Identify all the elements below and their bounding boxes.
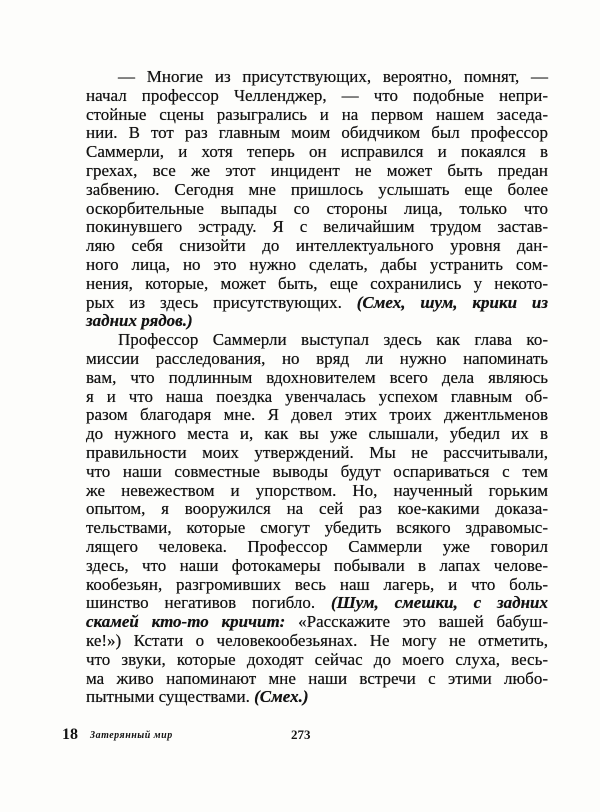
text-segment: стойные сцены разыгрались и на первом нашем заседа- (86, 104, 548, 124)
text-line (86, 106, 548, 125)
text-segment: покинувшего эстраду. Я с величайшим трудом застав- (86, 217, 548, 237)
text-line (86, 331, 548, 350)
text-segment: шинство негативов погибло. (86, 593, 331, 613)
text-line (86, 369, 548, 388)
text-segment: нии. В тот раз главным моим обидчиком был профессор (86, 123, 548, 143)
text-line (86, 519, 548, 538)
text-line (86, 388, 548, 407)
text-line (86, 68, 548, 87)
text-segment: разом благодаря мне. Я довел этих троих джентльменов (86, 405, 548, 425)
page-footer (62, 726, 362, 746)
text-line (86, 275, 548, 294)
stage-direction-text: (Шум, смешки, с задних (330, 593, 548, 613)
text-line (86, 557, 548, 576)
text-segment: тельствами, которые смогут убедить всякого здравомыс- (86, 518, 548, 538)
text-line (86, 425, 548, 444)
text-segment: пытными существами. (86, 687, 255, 707)
text-segment: Саммерли, и хотя теперь он исправился и покаялся в (86, 142, 548, 162)
text-line (86, 632, 548, 651)
text-line (86, 256, 548, 275)
text-line (86, 576, 548, 595)
page-number: 273 (291, 727, 311, 742)
stage-direction-text: (Смех.) (254, 687, 309, 707)
text-segment: что звуки, которые доходят сейчас до моего слуха, весь- (86, 649, 548, 669)
body-text (86, 68, 548, 707)
text-segment: ма живо напоминают мне наши встречи с этими любо- (86, 668, 548, 688)
text-line (86, 482, 548, 501)
text-segment: я и что наша поездка увенчалась успехом главным об- (86, 386, 548, 406)
text-segment: же невежеством и упорством. Но, наученный горьким (86, 480, 548, 500)
text-line (86, 350, 548, 369)
text-segment: что наши совместные выводы будут оспариваться с тем (86, 461, 548, 481)
text-line (86, 500, 548, 519)
stage-direction-text: задних рядов.) (86, 311, 193, 331)
text-segment: опытом, я вооружился на сей раз кое-какими доказа- (86, 499, 548, 519)
text-line (86, 181, 548, 200)
text-segment: ляю себя снизойти до интеллектуального уровня дан- (86, 236, 548, 256)
text-segment: ке!») Кстати о человекообезьянах. Не могу не отметить, (86, 630, 548, 650)
text-line (86, 87, 548, 106)
text-segment: кообезьян, разгромивших весь наш лагерь, и что боль- (86, 574, 548, 594)
text-segment: лящего человека. Профессор Саммерли уже говорил (86, 536, 548, 556)
text-segment: «Расскажите это вашей бабуш- (285, 612, 548, 632)
stage-direction-text: (Смех, шум, крики из (356, 292, 549, 312)
text-line (86, 688, 548, 707)
text-segment: здесь, что наши фотокамеры побывали в лапах челове- (86, 555, 548, 575)
text-line (86, 143, 548, 162)
text-segment: забвению. Сегодня мне пришлось услышать еще более (86, 179, 548, 199)
text-line (86, 613, 548, 632)
text-segment: ного лица, но это нужно сделать, дабы устранить сом- (86, 254, 548, 274)
text-segment: оскорбительные выпады со стороны лица, только что (86, 198, 548, 218)
text-segment: правильности моих утверждений. Мы не рассчитывали, (86, 442, 548, 462)
text-line (86, 594, 548, 613)
stage-direction-text: скамей кто-то кричит: (86, 612, 286, 632)
footer-book-title: Затерянный мир (90, 730, 173, 741)
text-line (86, 124, 548, 143)
text-line (86, 406, 548, 425)
signature-mark: 18 (62, 726, 78, 743)
text-line (86, 651, 548, 670)
text-segment: вам, что подлинным вдохновителем всего дела являюсь (86, 367, 548, 387)
text-segment: до нужного места и, как вы уже слышали, убедил их в (86, 424, 548, 444)
text-segment: нения, которые, может быть, еще сохранились у некото- (86, 273, 548, 293)
text-line (86, 538, 548, 557)
text-line (86, 162, 548, 181)
text-line (86, 670, 548, 689)
text-segment: грехах, все же этот инцидент не может быть предан (86, 160, 548, 180)
text-segment: Профессор Саммерли выступал здесь как глава ко- (118, 330, 548, 350)
text-line (86, 444, 548, 463)
text-segment: начал профессор Челленджер, — что подобные непри- (86, 85, 548, 105)
text-segment: рых из здесь присутствующих. (86, 292, 357, 312)
text-line (86, 237, 548, 256)
text-line (86, 463, 548, 482)
text-line (86, 294, 548, 313)
text-line (86, 200, 548, 219)
text-line (86, 312, 548, 331)
text-line (86, 218, 548, 237)
text-segment: миссии расследования, но вряд ли нужно напоминать (86, 348, 548, 368)
text-segment: — Многие из присутствующих, вероятно, помнят, — (118, 67, 548, 86)
